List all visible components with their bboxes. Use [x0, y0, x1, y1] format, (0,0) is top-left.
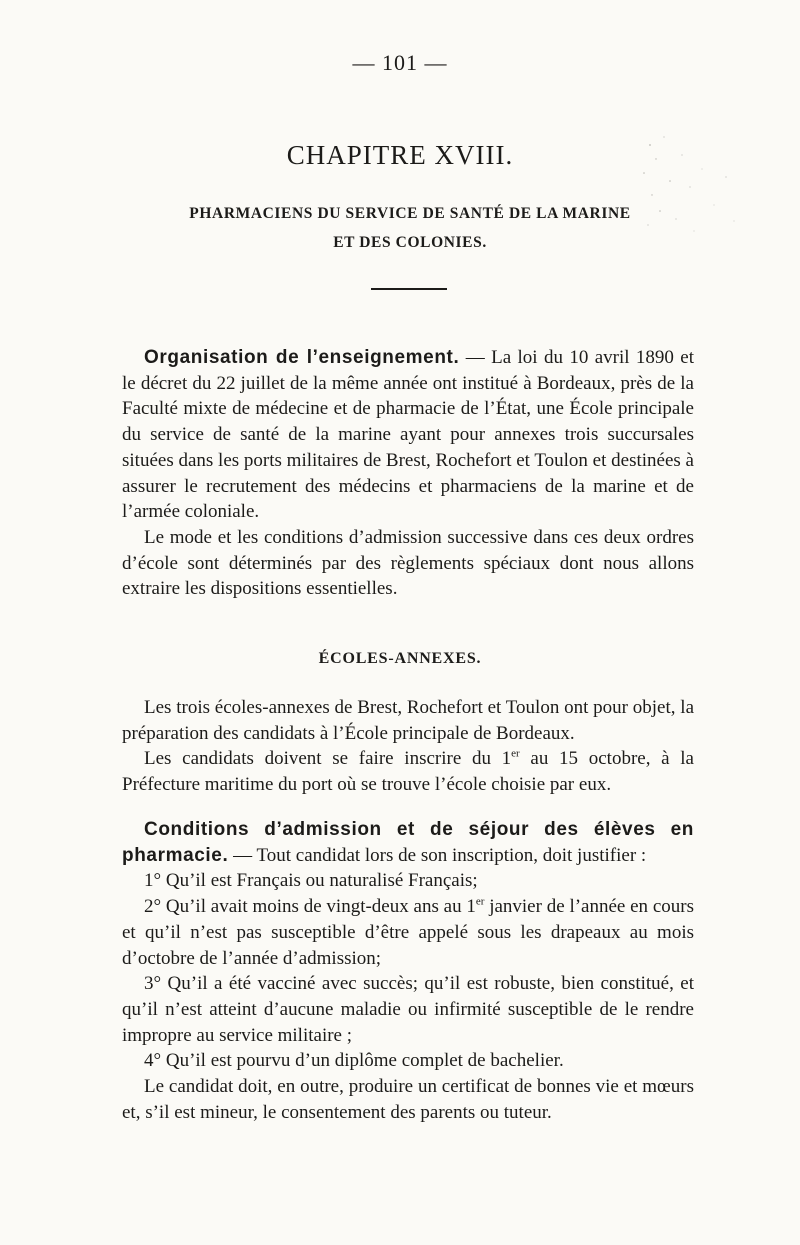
chapter-subtitle-line2: ET DES COLONIES.	[333, 234, 487, 251]
organisation-paragraph-1	[122, 345, 694, 525]
section-organisation	[122, 345, 694, 602]
condition-item-1: 1° Qu’il est Français ou naturalisé Français;	[144, 870, 478, 892]
organisation-paragraph-2: Le mode et les conditions d’admission successive dans ces deux ordres d’école sont déterminés par des règlements spéciaux dont nous allons extraire les dispositions essentielles.	[122, 526, 694, 600]
chapter-title: CHAPITRE XVIII.	[286, 140, 514, 170]
conditions-intro-paragraph	[122, 817, 694, 868]
conditions-intro-text: — Tout candidat lors de son inscription, doit justifier :	[228, 844, 647, 866]
condition-item-2-superscript: er	[475, 895, 485, 908]
organisation-paragraph-1-text: — La loi du 10 avril 1890 et le décret du 22 juillet de la même année ont institué à Bordeaux, près de la Faculté mixte de médecine et de pharmacie de l’État, une École principale du service de santé de la marine ayant pour annexes trois succursales situées dans les ports militaires de Brest, Rochefort et Toulon et destinées à assurer le recrutement des médecins et pharmaciens de la marine et de l’armée coloniale.	[122, 347, 694, 523]
condition-item-3: 3° Qu’il a été vacciné avec succès; qu’il est robuste, bien constitué, et qu’il n’est atteint d’aucune maladie ou infirmité susceptible de le rendre impropre au service militaire ;	[122, 973, 694, 1046]
annexes-paragraph-2-start: Les candidats doivent se faire inscrire du 1	[144, 748, 512, 770]
section-conditions	[122, 817, 694, 1125]
organisation-heading: Organisation de l’enseignement.	[144, 347, 460, 368]
conditions-closing-paragraph: Le candidat doit, en outre, produire un certificat de bonnes vie et mœurs et, s’il est mineur, le consentement des parents ou tuteur.	[122, 1076, 694, 1123]
chapter-subtitle-line1: PHARMACIENS DU SERVICE DE SANTÉ DE LA MARINE	[189, 205, 631, 222]
condition-item-2-start: 2° Qu’il avait moins de vingt-deux ans au 1	[144, 896, 476, 918]
annexes-paragraph-1: Les trois écoles-annexes de Brest, Rochefort et Toulon ont pour objet, la préparation des candidats à l’École principale de Bordeaux.	[122, 697, 694, 744]
conditions-heading: Conditions d’admission et de séjour des élèves en pharmacie.	[122, 819, 694, 866]
ecoles-annexes-heading: ÉCOLES-ANNEXES.	[318, 650, 482, 667]
annexes-superscript: er	[511, 748, 520, 761]
title-divider	[371, 288, 447, 290]
paper-speckle-marks	[630, 115, 750, 255]
page-number: — 101 —	[352, 50, 448, 75]
condition-item-2-end: janvier de l’année en cours et qu’il n’est pas susceptible d’être appelé sous les drapeaux au mois d’octobre de l’année d’admission;	[122, 896, 694, 969]
condition-item-2	[122, 894, 694, 971]
section-ecoles-annexes	[122, 695, 694, 798]
condition-item-4: 4° Qu’il est pourvu d’un diplôme complet de bachelier.	[144, 1050, 564, 1072]
annexes-paragraph-2-end: au 15 octobre, à la Préfecture maritime du port où se trouve l’école choisie par eux.	[122, 748, 694, 796]
annexes-paragraph-2	[122, 746, 694, 797]
